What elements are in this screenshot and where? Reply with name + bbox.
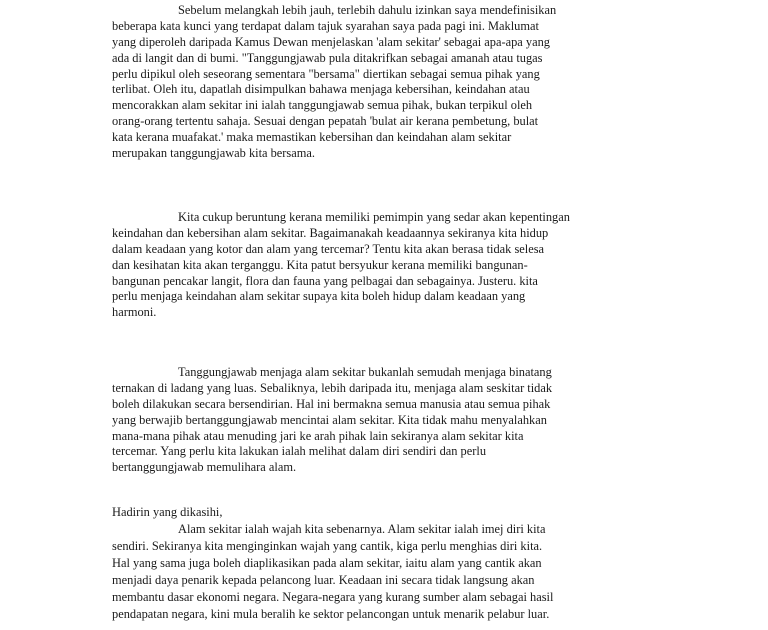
- text-line: mencorakkan alam sekitar ini ialah tanggungjawab semua pihak, bukan terpikul oleh: [112, 98, 533, 113]
- text-line: ada di langit dan di bumi. "Tanggungjawab pula ditakrifkan sebagai amanah atau tugas: [112, 50, 543, 65]
- greeting-line: Hadirin yang dikasihi,: [112, 505, 223, 519]
- text-line: merupakan tanggungjawab kita bersama.: [112, 146, 315, 161]
- text-line: ternakan di ladang yang luas. Sebaliknya, lebih daripada itu, menjaga alam seskitar tidak: [112, 380, 553, 395]
- text-line: Tanggungjawab menjaga alam sekitar bukanlah semudah menjaga binatang: [178, 365, 552, 379]
- text-line: mana-mana pihak atau menuding jari ke arah pihak lain sekiranya alam sekitar kita: [112, 428, 524, 443]
- text-line: keindahan dan kebersihan alam sekitar. Bagaimanakah keadaannya sekiranya kita hidup: [112, 225, 549, 240]
- text-line: Sebelum melangkah lebih jauh, terlebih dahulu izinkan saya mendefinisikan: [178, 3, 557, 17]
- text-line: kata kerana muafakat.' maka memastikan kebersihan dan keindahan alam sekitar: [112, 130, 512, 145]
- text-line: menjadi daya penarik kepada pelancong luar. Keadaan ini secara tidak langsung akan: [112, 573, 535, 587]
- text-line: dalam keadaan yang kotor dan alam yang tercemar? Tentu kita akan berasa tidak selesa: [112, 241, 545, 256]
- text-line: bertanggungjawab memulihara alam.: [112, 460, 297, 475]
- text-line: yang berwajib bertanggungjawab mencintai alam sekitar. Kita tidak mahu menyalahkan: [112, 412, 547, 427]
- paragraph-leaders: [112, 210, 658, 321]
- document-page: [112, 0, 658, 630]
- text-line: membantu dasar ekonomi negara. Negara-negara yang kurang sumber alam sebagai hasil: [112, 590, 554, 604]
- text-line: harmoni.: [112, 305, 157, 320]
- text-line: pendapatan negara, kini mula beralih ke sektor pelancongan untuk menarik pelabur luar.: [112, 607, 550, 621]
- text-line: sendiri. Sekiranya kita menginginkan wajah yang cantik, kiga perlu menghias diri kita.: [112, 539, 543, 553]
- text-line: boleh dilakukan secara bersendirian. Hal ini bermakna semua manusia atau semua pihak: [112, 396, 551, 411]
- text-line: Alam sekitar ialah wajah kita sebenarnya. Alam sekitar ialah imej diri kita: [178, 522, 546, 536]
- text-line: beberapa kata kunci yang terdapat dalam tajuk syarahan saya pada pagi ini. Maklumat: [112, 18, 539, 33]
- text-line: bangunan pencakar langit, flora dan fauna yang pelbagai dan sebagainya. Justeru. kita: [112, 273, 538, 288]
- text-line: terlibat. Oleh itu, dapatlah disimpulkan bahawa menjaga kebersihan, keindahan atau: [112, 82, 530, 97]
- paragraph-image: [112, 504, 658, 623]
- text-line: Hal yang sama juga boleh diaplikasikan pada alam sekitar, iaitu alam yang cantik akan: [112, 556, 542, 570]
- paragraph-responsibility: [112, 365, 658, 476]
- text-line: dan kesihatan kita akan terganggu. Kita patut bersyukur kerana memiliki bangunan-: [112, 257, 528, 272]
- text-line: Kita cukup beruntung kerana memiliki pemimpin yang sedar akan kepentingan: [178, 210, 570, 224]
- paragraph-definitions: [112, 3, 658, 162]
- text-line: perlu menjaga keindahan alam sekitar supaya kita boleh hidup dalam keadaan yang: [112, 289, 526, 304]
- text-line: yang diperoleh daripada Kamus Dewan menjelaskan 'alam sekitar' sebagai apa-apa yang: [112, 34, 550, 49]
- text-line: orang-orang tertentu sahaja. Sesuai dengan pepatah 'bulat air kerana pembetung, bulat: [112, 114, 539, 129]
- text-line: perlu dipikul oleh seseorang sementara "bersama" diertikan sebagai semua pihak yang: [112, 66, 540, 81]
- text-line: tercemar. Yang perlu kita lakukan ialah melihat dalam diri sendiri dan perlu: [112, 444, 487, 459]
